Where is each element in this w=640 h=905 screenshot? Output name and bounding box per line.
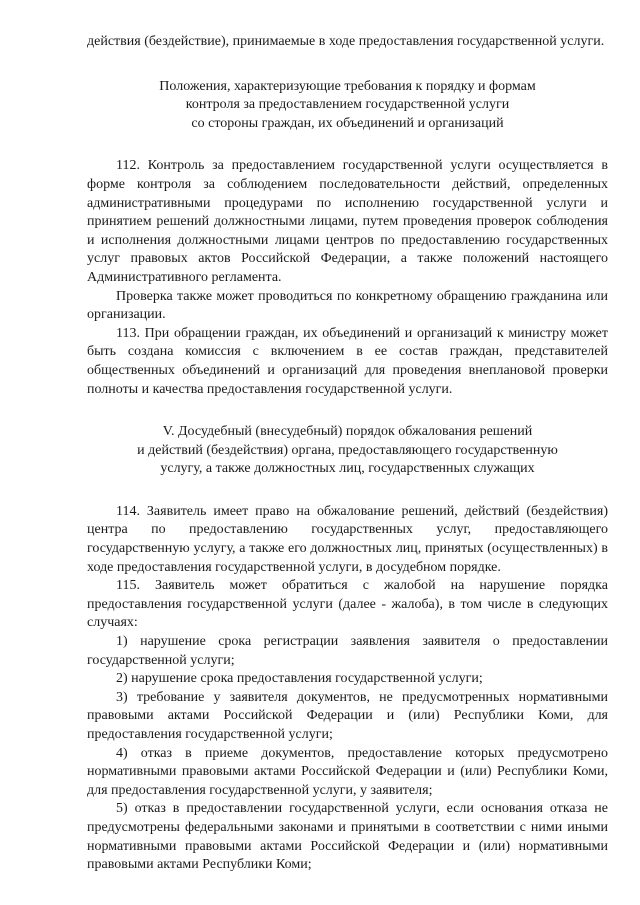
section-heading-v (87, 423, 608, 479)
heading-line: контроля за предоставлением государственной услуги (185, 97, 510, 113)
section-heading-control (87, 78, 608, 134)
list-item-2: 2) нарушение срока предоставления государственной услуги; (116, 671, 483, 687)
paragraph-113: 113. При обращении граждан, их объединений и организаций к министру может быть создана комиссия с включением в ее состав граждан, представителей общественных объединений и организаций для проведения внеплановой проверки полноты и качества предоставления государственной услуги. (87, 325, 608, 397)
heading-line: Положения, характеризующие требования к порядку и формам (159, 78, 536, 94)
paragraph-check: Проверка также может проводиться по конкретному обращению гражданина или организации. (87, 288, 608, 323)
paragraph-112: 112. Контроль за предоставлением государственной услуги осуществляется в форме контроля за соблюдением последовательности действий, определенных административными процедурами по исполнению государственной услуги и принятием решений должностными лицами, путем проведения проверок соблюдения и исполнения должностными лицами центров по предоставлению государственных услуг правовых актов Российской Федерации, а также положений настоящего Административного регламента. (87, 158, 608, 285)
heading-line: V. Досудебный (внесудебный) порядок обжалования решений (162, 424, 533, 440)
paragraph-115: 115. Заявитель может обратиться с жалобой на нарушение порядка предоставления государственной услуги (далее - жалоба), в том числе в следующих случаях: (87, 578, 608, 631)
list-item-1: 1) нарушение срока регистрации заявления заявителя о предоставлении государственной услуги; (87, 634, 608, 668)
heading-line: со стороны граждан, их объединений и организаций (191, 115, 504, 131)
list-item-4: 4) отказ в приеме документов, предоставление которых предусмотрено нормативными правовыми актами Российской Федерации и (или) Республики Коми, для предоставления государственной услуги, у заявителя; (87, 745, 608, 798)
heading-line: услугу, а также должностных лиц, государственных служащих (160, 461, 535, 477)
continuation-text: действия (бездействие), принимаемые в ходе предоставления государственной услуги. (87, 34, 605, 49)
paragraph-114: 114. Заявитель имеет право на обжалование решений, действий (бездействия) центра по предоставлению государственных услуг, предоставляющего государственную услугу, а также его должностных лиц, принятых (осуществленных) в ходе предоставления государственной услуги, в досудебном порядке. (87, 503, 608, 575)
list-item-3: 3) требование у заявителя документов, не предусмотренных нормативными правовыми актами Российской Федерации и (или) Республики Коми, для предоставления государственной услуги; (87, 689, 608, 742)
list-item-5: 5) отказ в предоставлении государственной услуги, если основания отказа не предусмотрены федеральными законами и принятыми в соответствии с ними иными нормативными правовыми актами Российской Федерации и (или) нормативными правовыми актами Республики Коми; (87, 801, 608, 873)
heading-line: и действий (бездействия) органа, предоставляющего государственную (137, 442, 558, 458)
